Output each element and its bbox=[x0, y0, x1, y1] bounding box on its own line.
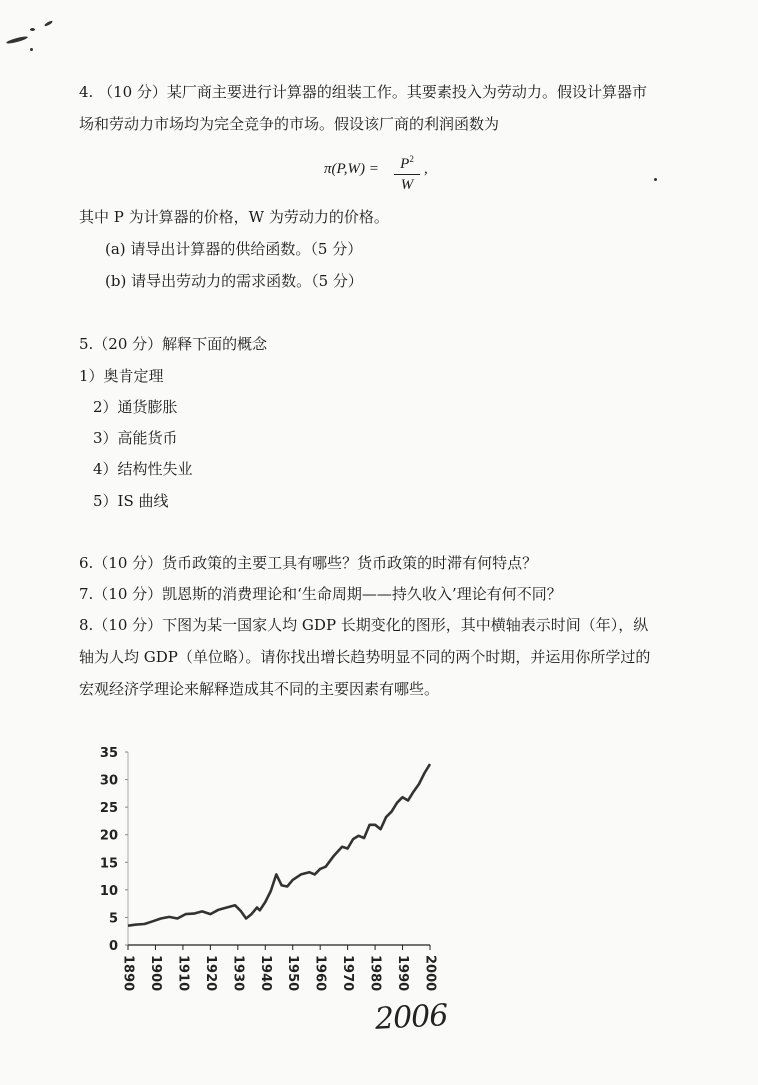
x-tick-label: 1960 bbox=[312, 955, 328, 992]
x-tick-label: 1980 bbox=[367, 955, 383, 992]
y-tick-label: 10 bbox=[99, 883, 118, 899]
x-tick-label: 1940 bbox=[257, 955, 273, 992]
gdp-chart bbox=[90, 738, 450, 1000]
scan-mark bbox=[44, 20, 53, 27]
x-tick-label: 2000 bbox=[422, 955, 438, 992]
scan-mark bbox=[30, 28, 35, 31]
x-tick-label: 1920 bbox=[202, 955, 218, 992]
q8-line-1: 8.（10 分）下图为某一国家人均 GDP 长期变化的图形，其中横轴表示时间（年），纵 bbox=[79, 616, 649, 634]
q4-line-1: 4. （10 分）某厂商主要进行计算器的组装工作。其要素投入为劳动力。假设计算器市 bbox=[79, 83, 647, 101]
q4-line-3: 其中 P 为计算器的价格，W 为劳动力的价格。 bbox=[79, 208, 389, 226]
q5-item-1: 1）奥肯定理 bbox=[79, 367, 164, 385]
q4-part-b: (b) 请导出劳动力的需求函数。（5 分） bbox=[105, 272, 363, 290]
q6-line: 6.（10 分）货币政策的主要工具有哪些？货币政策的时滞有何特点？ bbox=[79, 554, 538, 572]
q8-line-2: 轴为人均 GDP（单位略）。请你找出增长趋势明显不同的两个时期，并运用你所学过的 bbox=[79, 648, 651, 666]
scan-mark bbox=[30, 48, 33, 51]
y-tick-label: 20 bbox=[99, 828, 118, 844]
x-tick-label: 1930 bbox=[230, 955, 246, 992]
formula-denominator: W bbox=[400, 177, 414, 193]
profit-formula bbox=[324, 150, 444, 192]
q5-item-5: 5）IS 曲线 bbox=[93, 492, 169, 510]
q5-item-2: 2）通货膨胀 bbox=[93, 398, 178, 416]
x-tick-label: 1910 bbox=[175, 955, 191, 992]
x-tick-label: 1890 bbox=[120, 955, 136, 992]
y-tick-label: 25 bbox=[99, 801, 118, 817]
x-tick-label: 1900 bbox=[147, 955, 163, 992]
formula-fraction bbox=[394, 150, 420, 194]
q4-line-2: 场和劳动力市场均为完全竞争的市场。假设该厂商的利润函数为 bbox=[79, 115, 500, 133]
q8-line-3: 宏观经济学理论来解释造成其不同的主要因素有哪些。 bbox=[79, 680, 440, 698]
y-tick-label: 0 bbox=[108, 939, 118, 954]
handwritten-year: 2006 bbox=[374, 998, 449, 1037]
gdp-series-line bbox=[128, 764, 430, 926]
y-tick-label: 5 bbox=[108, 911, 118, 927]
q5-title: 5.（20 分）解释下面的概念 bbox=[79, 335, 268, 353]
x-tick-label: 1990 bbox=[395, 955, 411, 992]
q5-item-3: 3）高能货币 bbox=[93, 429, 178, 447]
q7-line: 7.（10 分）凯恩斯的消费理论和‘生命周期——持久收入’理论有何不同？ bbox=[79, 585, 562, 603]
y-tick-label: 30 bbox=[99, 773, 118, 789]
x-tick-label: 1950 bbox=[285, 955, 301, 992]
q5-item-4: 4）结构性失业 bbox=[93, 460, 193, 478]
scan-mark bbox=[6, 35, 28, 45]
y-tick-label: 15 bbox=[99, 856, 118, 872]
scan-mark bbox=[654, 178, 657, 181]
x-tick-label: 1970 bbox=[340, 955, 356, 992]
formula-comma: , bbox=[424, 161, 428, 177]
q4-part-a: (a) 请导出计算器的供给函数。（5 分） bbox=[105, 240, 363, 258]
y-tick-label: 35 bbox=[99, 746, 118, 761]
formula-numerator: $P^2$ bbox=[400, 154, 414, 172]
formula-lhs: π(P,W) = bbox=[324, 161, 379, 177]
